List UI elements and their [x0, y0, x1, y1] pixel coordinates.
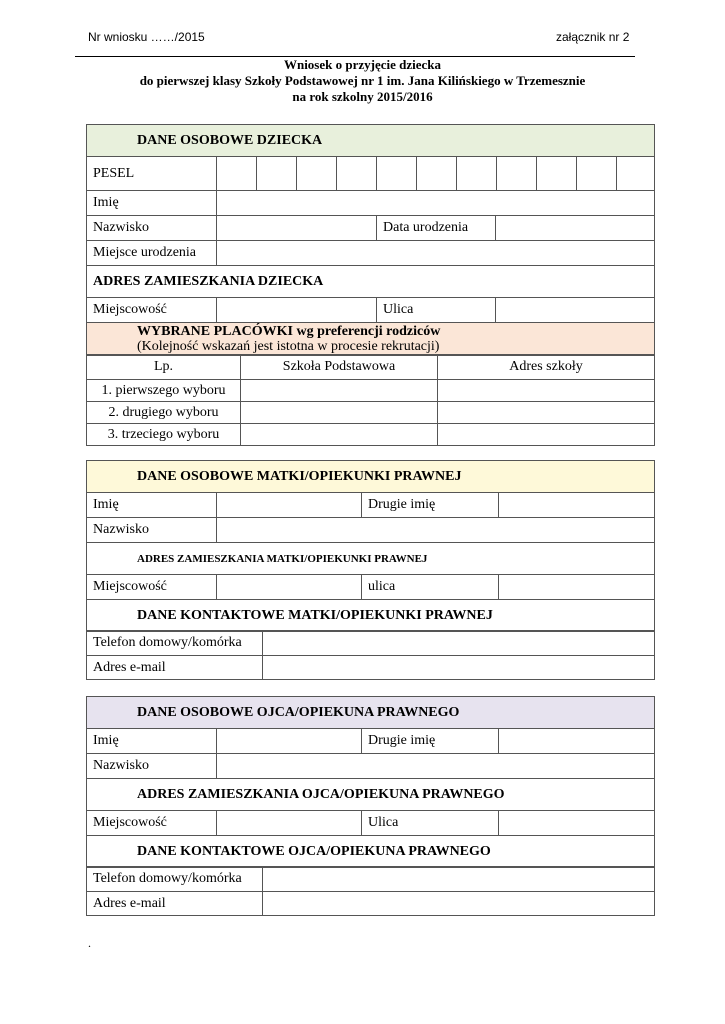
mother-last-name-field[interactable] [217, 518, 655, 543]
mother-street-field[interactable] [499, 575, 655, 600]
choice-3-label: 3. trzeciego wyboru [87, 424, 241, 446]
father-last-name-label: Nazwisko [87, 754, 217, 779]
choice-2-school-field[interactable] [241, 402, 438, 424]
document-title [0, 57, 725, 105]
child-data-table-2 [86, 190, 655, 356]
father-city-field[interactable] [217, 811, 362, 836]
pesel-digit-5[interactable] [377, 157, 417, 191]
father-contact-table [86, 866, 655, 916]
child-last-name-field[interactable] [217, 216, 377, 241]
col-school-address: Adres szkoły [438, 355, 655, 380]
father-email-field[interactable] [263, 892, 655, 916]
mother-email-label: Adres e-mail [87, 656, 263, 680]
attachment-number: załącznik nr 2 [556, 30, 630, 44]
child-data-table [86, 124, 655, 191]
schools-header-cell [87, 323, 655, 356]
schools-note: (Kolejność wskazań jest istotna w procesie rekrutacji) [137, 339, 440, 354]
mother-phone-field[interactable] [263, 631, 655, 656]
mother-address-header: ADRES ZAMIESZKANIA MATKI/OPIEKUNKI PRAWNEJ [87, 543, 655, 575]
father-contact-header: DANE KONTAKTOWE OJCA/OPIEKUNA PRAWNEGO [87, 836, 655, 868]
child-street-label: Ulica [377, 298, 496, 323]
title-line-2: do pierwszej klasy Szkoły Podstawowej nr 1 im. Jana Kilińskiego w Trzemesznie [139, 73, 586, 88]
choice-1-label: 1. pierwszego wyboru [87, 380, 241, 402]
mother-second-name-field[interactable] [499, 493, 655, 518]
choice-1-address-field[interactable] [438, 380, 655, 402]
father-second-name-label: Drugie imię [362, 729, 499, 754]
col-lp: Lp. [87, 355, 241, 380]
mother-last-name-label: Nazwisko [87, 518, 217, 543]
father-section-header: DANE OSOBOWE OJCA/OPIEKUNA PRAWNEGO [87, 697, 655, 729]
father-phone-label: Telefon domowy/komórka [87, 867, 263, 892]
child-first-name-label: Imię [87, 191, 217, 216]
pesel-digit-7[interactable] [457, 157, 497, 191]
father-address-header: ADRES ZAMIESZKANIA OJCA/OPIEKUNA PRAWNEGO [87, 779, 655, 811]
birth-date-label: Data urodzenia [377, 216, 496, 241]
mother-section-header: DANE OSOBOWE MATKI/OPIEKUNKI PRAWNEJ [87, 461, 655, 493]
choice-1-school-field[interactable] [241, 380, 438, 402]
mother-first-name-field[interactable] [217, 493, 362, 518]
mother-second-name-label: Drugie imię [362, 493, 499, 518]
mother-data-table [86, 460, 655, 632]
pesel-digit-6[interactable] [417, 157, 457, 191]
birth-place-label: Miejsce urodzenia [87, 241, 217, 266]
father-city-label: Miejscowość [87, 811, 217, 836]
father-street-label: Ulica [362, 811, 499, 836]
child-street-field[interactable] [496, 298, 655, 323]
pesel-digit-3[interactable] [297, 157, 337, 191]
birth-date-field[interactable] [496, 216, 655, 241]
child-first-name-field[interactable] [217, 191, 655, 216]
birth-place-field[interactable] [217, 241, 655, 266]
pesel-digit-8[interactable] [497, 157, 537, 191]
father-first-name-field[interactable] [217, 729, 362, 754]
father-second-name-field[interactable] [499, 729, 655, 754]
mother-contact-table [86, 630, 655, 680]
pesel-digit-11[interactable] [617, 157, 655, 191]
mother-contact-header: DANE KONTAKTOWE MATKI/OPIEKUNKI PRAWNEJ [87, 600, 655, 632]
mother-phone-label: Telefon domowy/komórka [87, 631, 263, 656]
mother-street-label: ulica [362, 575, 499, 600]
choice-3-school-field[interactable] [241, 424, 438, 446]
pesel-label: PESEL [87, 157, 217, 191]
pesel-digit-2[interactable] [257, 157, 297, 191]
child-address-header: ADRES ZAMIESZKANIA DZIECKA [87, 266, 655, 298]
schools-header: WYBRANE PLACÓWKI wg preferencji rodziców [137, 324, 441, 339]
application-number: Nr wniosku ……/2015 [88, 30, 205, 44]
pesel-digit-9[interactable] [537, 157, 577, 191]
child-section-header: DANE OSOBOWE DZIECKA [87, 125, 655, 157]
choice-3-address-field[interactable] [438, 424, 655, 446]
choice-2-address-field[interactable] [438, 402, 655, 424]
title-line-1: Wniosek o przyjęcie dziecka [283, 57, 442, 72]
child-last-name-label: Nazwisko [87, 216, 217, 241]
child-city-field[interactable] [217, 298, 377, 323]
pesel-digit-10[interactable] [577, 157, 617, 191]
mother-city-field[interactable] [217, 575, 362, 600]
pesel-digit-4[interactable] [337, 157, 377, 191]
footer-mark: . [88, 936, 91, 950]
pesel-digit-1[interactable] [217, 157, 257, 191]
schools-table [86, 354, 655, 446]
mother-email-field[interactable] [263, 656, 655, 680]
father-first-name-label: Imię [87, 729, 217, 754]
title-line-3: na rok szkolny 2015/2016 [292, 89, 433, 104]
father-email-label: Adres e-mail [87, 892, 263, 916]
father-data-table [86, 696, 655, 868]
father-phone-field[interactable] [263, 867, 655, 892]
choice-2-label: 2. drugiego wyboru [87, 402, 241, 424]
father-last-name-field[interactable] [217, 754, 655, 779]
mother-city-label: Miejscowość [87, 575, 217, 600]
col-school: Szkoła Podstawowa [241, 355, 438, 380]
child-city-label: Miejscowość [87, 298, 217, 323]
mother-first-name-label: Imię [87, 493, 217, 518]
father-street-field[interactable] [499, 811, 655, 836]
